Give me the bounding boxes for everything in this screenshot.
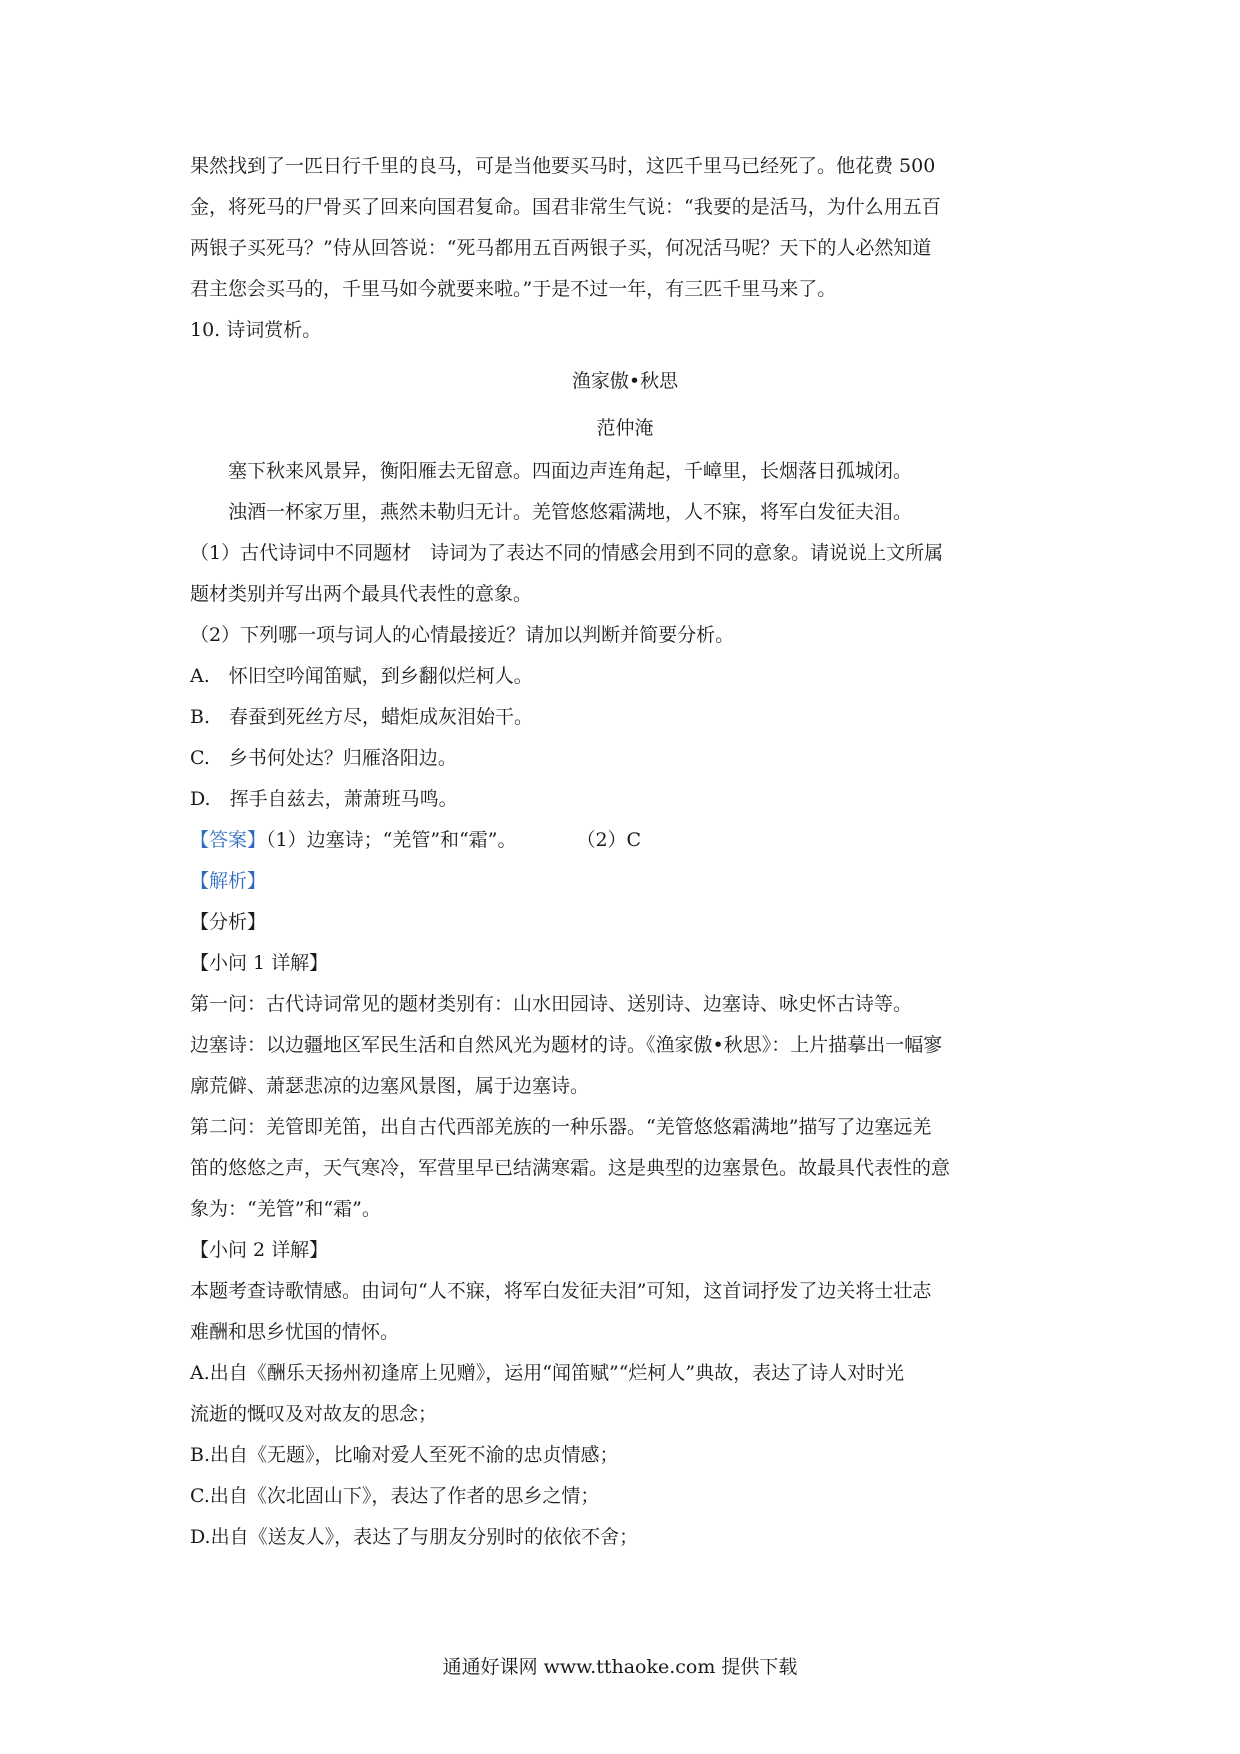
detail2-line: D.出自《送友人》，表达了与朋友分别时的依依不舍； <box>190 1526 639 1548</box>
body-line: 金，将死马的尸骨买了回来向国君复命。国君非常生气说：“我要的是活马，为什么用五百 <box>190 196 941 218</box>
answer-part2: （2）C <box>576 829 642 851</box>
option-a: A. 怀旧空吟闻笛赋，到乡翻似烂柯人。 <box>190 665 533 687</box>
detail1-line: 第二问：羌管即羌笛，出自古代西部羌族的一种乐器。“羌管悠悠霜满地”描写了边塞远羌 <box>190 1116 932 1138</box>
answer-tag: 【答案】 <box>190 829 267 851</box>
body-line: 两银子买死马？”侍从回答说：“死马都用五百两银子买，何况活马呢？天下的人必然知道 <box>190 237 932 259</box>
detail2-line: B.出自《无题》，比喻对爱人至死不渝的忠贞情感； <box>190 1444 619 1466</box>
option-d: D. 挥手自兹去，萧萧班马鸣。 <box>190 788 458 810</box>
question-header: 10. 诗词赏析。 <box>190 319 322 341</box>
analysis-tag: 【解析】 <box>190 870 267 892</box>
answer-line <box>190 820 1060 861</box>
poem-line: 浊酒一杯家万里，燕然未勒归无计。羌管悠悠霜满地，人不寐，将军白发征夫泪。 <box>228 501 913 523</box>
sub-question: 题材类别并写出两个最具代表性的意象。 <box>190 583 533 605</box>
document-body <box>190 146 1060 1558</box>
detail1-line: 第一问：古代诗词常见的题材类别有：山水田园诗、送别诗、边塞诗、咏史怀古诗等。 <box>190 993 913 1015</box>
detail1-line: 笛的悠悠之声，天气寒冷，军营里早已结满寒霜。这是典型的边塞景色。故最具代表性的意 <box>190 1157 951 1179</box>
poem-line: 塞下秋来风景异，衡阳雁去无留意。四面边声连角起，千嶂里，长烟落日孤城闭。 <box>228 460 913 482</box>
page-footer: 通通好课网 www.tthaoke.com 提供下载 <box>442 1656 798 1678</box>
detail2-line: 难酬和思乡忧国的情怀。 <box>190 1321 400 1343</box>
detail2-line: 本题考查诗歌情感。由词句“人不寐，将军白发征夫泪”可知，这首词抒发了边关将士壮志 <box>190 1280 932 1302</box>
sub-question: （1）古代诗词中不同题材 诗词为了表达不同的情感会用到不同的意象。请说说上文所属 <box>190 542 944 564</box>
detail2-line: 流逝的慨叹及对故友的思念； <box>190 1403 438 1425</box>
detail1-line: 廓荒僻、萧瑟悲凉的边塞风景图，属于边塞诗。 <box>190 1075 590 1097</box>
detail2-line: A.出自《酬乐天扬州初逢席上见赠》，运用“闻笛赋”“烂柯人”典故，表达了诗人对时光 <box>190 1362 905 1384</box>
fenxi-tag: 【分析】 <box>190 911 267 933</box>
detail1-line: 边塞诗：以边疆地区军民生活和自然风光为题材的诗。《渔家傲•秋思》：上片描摹出一幅寥 <box>190 1034 943 1056</box>
option-b: B. 春蚕到死丝方尽，蜡炬成灰泪始干。 <box>190 706 534 728</box>
option-c: C. 乡书何处达？归雁洛阳边。 <box>190 747 457 769</box>
detail1-tag: 【小问 1 详解】 <box>190 952 329 974</box>
poem-author: 范仲淹 <box>596 417 654 439</box>
body-line: 君主您会买马的，千里马如今就要来啦。”于是不过一年，有三匹千里马来了。 <box>190 278 837 300</box>
body-line: 果然找到了一匹日行千里的良马，可是当他要买马时，这匹千里马已经死了。他花费 500 <box>190 155 936 177</box>
poem-title: 渔家傲•秋思 <box>571 370 679 392</box>
detail2-line: C.出自《次北固山下》，表达了作者的思乡之情； <box>190 1485 600 1507</box>
sub-question: （2）下列哪一项与词人的心情最接近？请加以判断并简要分析。 <box>190 624 735 646</box>
answer-part1: （1）边塞诗；“羌管”和“霜”。 <box>266 829 517 851</box>
detail2-tag: 【小问 2 详解】 <box>190 1239 329 1261</box>
detail1-line: 象为：“羌管”和“霜”。 <box>190 1198 381 1220</box>
